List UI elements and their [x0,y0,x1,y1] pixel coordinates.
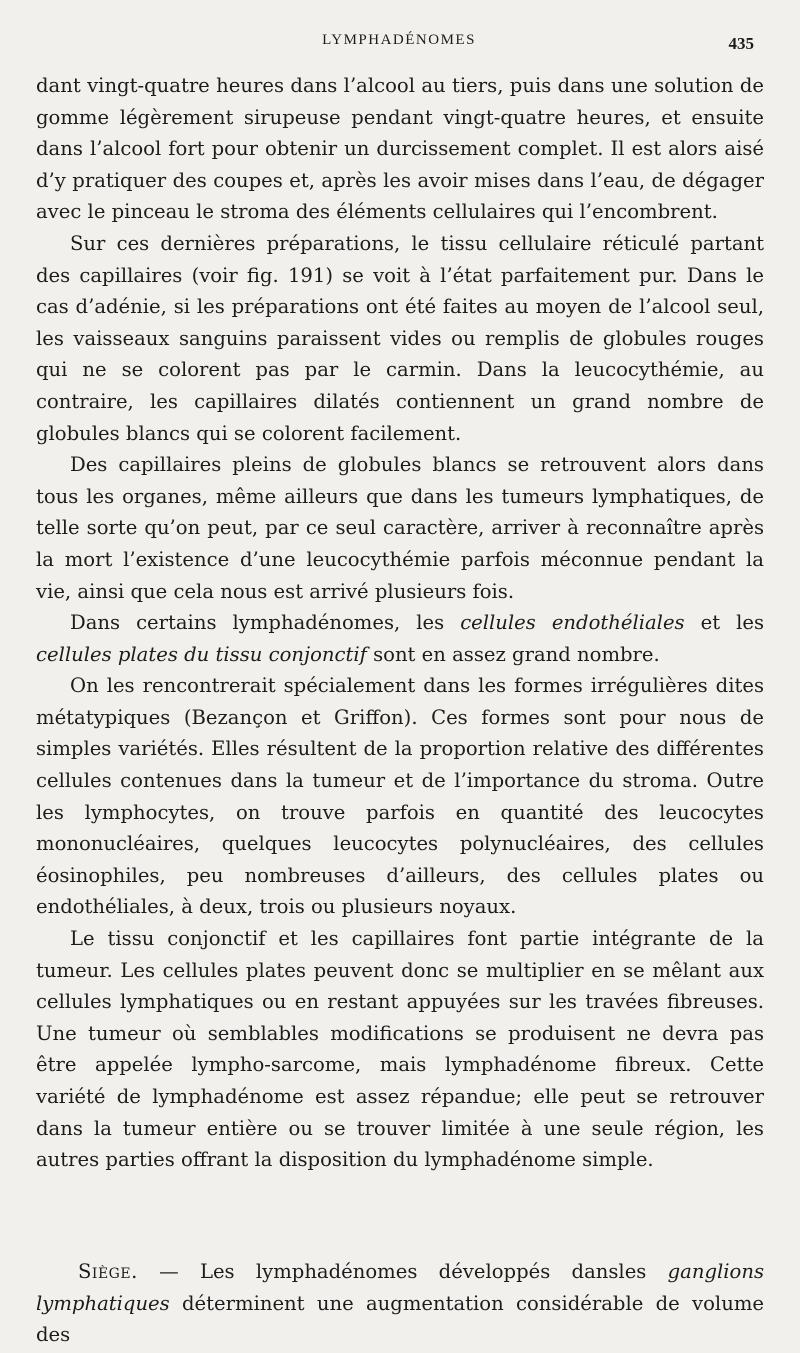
paragraph-3: Des capillaires pleins de globules blancs se retrouvent alors dans tous les organes, même ailleurs que dans les tumeurs lymphatiques, de telle sorte qu’on peut, par ce seul caractère, arriver à reconnaître après la mort l’existence d’une leucocythémie parfois méconnue pendant la vie, ainsi que cela nous est arrivé plusieurs fois. [36,453,764,603]
paragraph-4-text-middle: et les [684,611,764,635]
paragraph-7-text-start: Les lymphadénomes développés dansles [199,1260,668,1283]
running-head [36,32,762,58]
paragraph-5: On les rencontrerait spécialement dans les formes irrégulières dites métatypiques (Bezançon et Griffon). Ces formes sont pour nous de simples variétés. Elles résultent de la proportion relative des différentes cellules contenues dans la tumeur et de l’importance du stroma. Outre les lymphocytes, on trouve parfois en quantité des leucocytes mononucléaires, quelques leucocytes polynucléaires, des cellules éosinophiles, peu nombreuses d’ailleurs, des cellules plates ou endothéliales, à deux, trois ou plusieurs noyaux. [36,674,764,919]
section-siege [36,1256,764,1351]
paragraph-7 [36,1256,764,1351]
italic-term-endothelial-cells: cellules endothéliales [460,611,685,635]
paragraph-4-text-start: Dans certains lymphadénomes, les [70,611,461,635]
section-heading: Siège. [78,1260,138,1283]
paragraph-7-text-end: déterminent une augmentation considérable de volume des [36,1291,764,1347]
paragraph-6: Le tissu conjonctif et les capillaires font partie intégrante de la tumeur. Les cellules plates peuvent donc se multiplier en se mêlant aux cellules lymphatiques ou en restant appuyées sur les travées fibreuses. Une tumeur où semblables modifications se produisent ne devra pas être appelée lympho-sarcome, mais lymphadénome fibreux. Cette variété de lymphadénome est assez répandue; elle peut se retrouver dans la tumeur entière ou se trouver limitée à une seule région, les autres parties offrant la disposition du lymphadénome simple. [36,927,764,1172]
paragraph-4 [36,607,764,670]
italic-term-lymph-glands: ganglions lymphatiques [36,1260,764,1315]
page-number: 435 [728,34,754,53]
paragraph-1: dant vingt-quatre heures dans l’alcool au tiers, puis dans une solution de gomme légèrement sirupeuse pendant vingt-quatre heures, et ensuite dans l’alcool fort pour obtenir un durcissement complet. Il est alors aisé d’y pratiquer des coupes et, après les avoir mises dans l’eau, de dégager avec le pinceau le stroma des éléments cellulaires qui l’encombrent. [36,74,764,224]
paragraph-4-text-end: sont en assez grand nombre. [366,642,660,666]
section-dash: — [137,1260,200,1283]
body-text [36,70,764,1176]
paragraph-2: Sur ces dernières préparations, le tissu cellulaire réticulé partant des capillaires (voir fig. 191) se voit à l’état parfaitement pur. Dans le cas d’adénie, si les préparations ont été faites au moyen de l’alcool seul, les vaisseaux sanguins paraissent vides ou remplis de globules rouges qui ne se colorent pas par le carmin. Dans la leucocythémie, au contraire, les capillaires dilatés contiennent un grand nombre de globules blancs qui se colorent facilement. [36,231,764,445]
running-title: LYMPHADÉNOMES [322,32,476,48]
italic-term-flat-cells: cellules plates du tissu conjonctif [36,642,367,666]
